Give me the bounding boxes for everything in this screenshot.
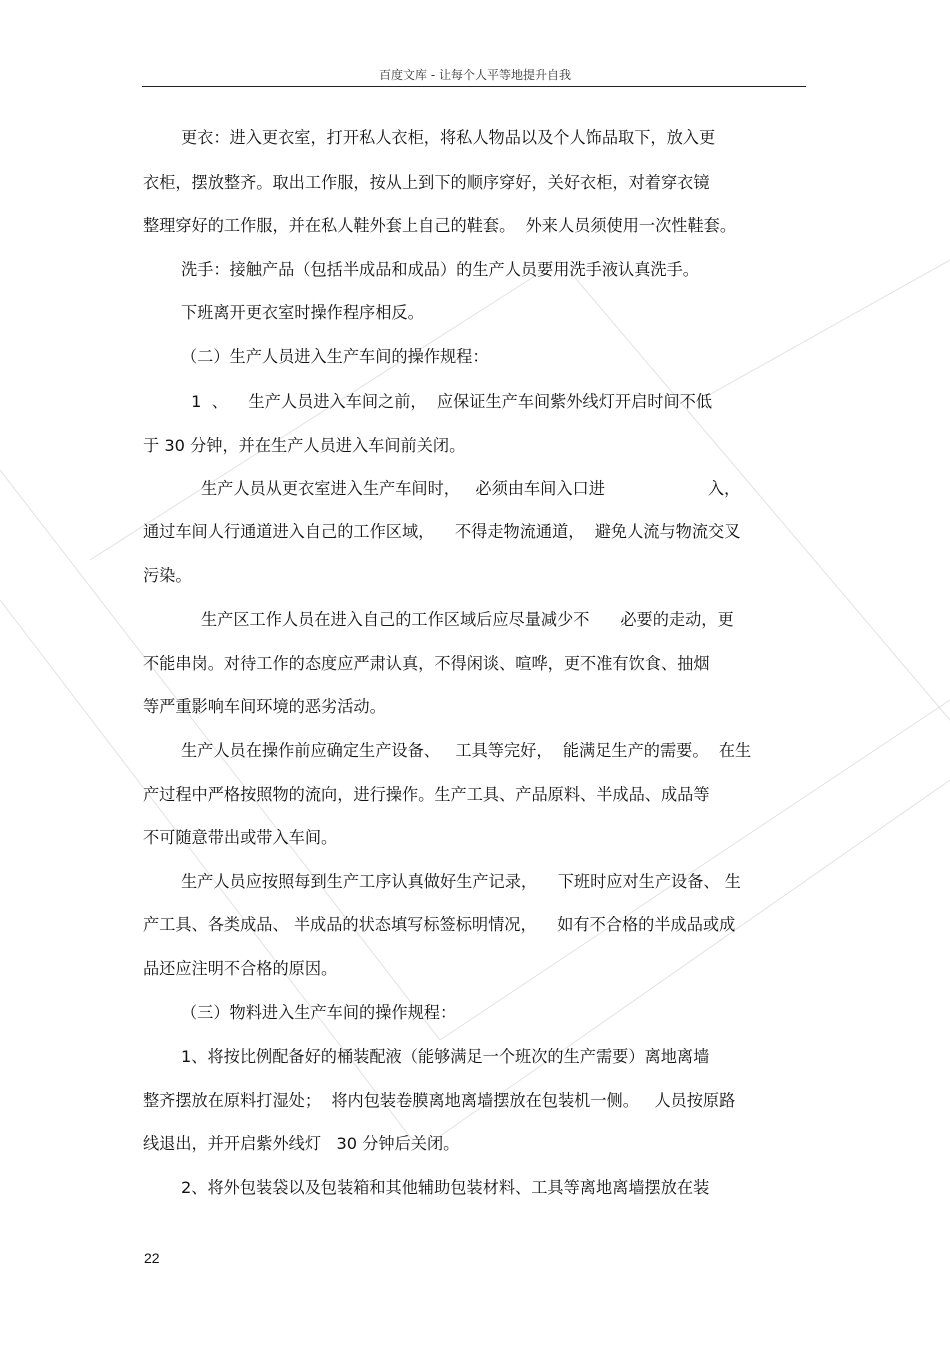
text-line: 1 、 生产人员进入车间之前， 应保证生产车间紫外线灯开启时间不低 — [186, 392, 713, 411]
header-rule — [142, 86, 806, 87]
text-line: 等严重影响车间环境的恶劣活动。 — [143, 697, 386, 716]
text-line: 2、将外包装袋以及包装箱和其他辅助包装材料、工具等离地离墙摆放在装 — [181, 1178, 710, 1197]
text-line: 污染。 — [143, 566, 192, 585]
text-line: 更衣：进入更衣室，打开私人衣柜，将私人物品以及个人饰品取下，放入更 — [181, 128, 716, 147]
page-number: 22 — [144, 1250, 160, 1266]
text-line: 整理穿好的工作服，并在私人鞋外套上自己的鞋套。 外来人员须使用一次性鞋套。 — [143, 216, 737, 235]
text-line: 不可随意带出或带入车间。 — [143, 828, 338, 847]
text-line: （二）生产人员进入生产车间的操作规程： — [181, 347, 489, 366]
text-line: 产过程中严格按照物的流向，进行操作。生产工具、产品原料、半成品、成品等 — [143, 785, 710, 804]
text-line: 于 30 分钟，并在生产人员进入车间前关闭。 — [143, 436, 466, 455]
text-line: 1、将按比例配备好的桶装配液（能够满足一个班次的生产需要）离地离墙 — [181, 1047, 710, 1066]
text-line: 下班离开更衣室时操作程序相反。 — [181, 303, 424, 322]
text-line: （三）物料进入生产车间的操作规程： — [181, 1003, 457, 1022]
text-line: 通过车间人行通道进入自己的工作区域， 不得走物流通道， 避免人流与物流交叉 — [143, 522, 741, 541]
page-header: 百度文库 - 让每个人平等地提升自我 — [379, 68, 571, 82]
text-line: 产工具、各类成品、 半成品的状态填写标签标明情况， 如有不合格的半成品或成 — [143, 915, 736, 934]
text-line: 生产人员从更衣室进入生产车间时， 必须由车间入口进 入， — [201, 479, 741, 498]
text-line: 品还应注明不合格的原因。 — [143, 959, 338, 978]
text-line: 整齐摆放在原料打湿处； 将内包装卷膜离地离墙摆放在包装机一侧。 人员按原路 — [143, 1091, 736, 1110]
text-line: 生产区工作人员在进入自己的工作区域后应尽量减少不 必要的走动，更 — [201, 610, 734, 629]
text-line: 线退出，并开启紫外线灯 30 分钟后关闭。 — [143, 1134, 460, 1153]
text-line: 洗手：接触产品（包括半成品和成品）的生产人员要用洗手液认真洗手。 — [181, 260, 699, 279]
text-line: 不能串岗。对待工作的态度应严肃认真，不得闲谈、喧哗，更不准有饮食、抽烟 — [143, 654, 710, 673]
text-line: 生产人员应按照每到生产工序认真做好生产记录， 下班时应对生产设备、 生 — [181, 872, 741, 891]
text-line: 衣柜，摆放整齐。取出工作服，按从上到下的顺序穿好，关好衣柜，对着穿衣镜 — [143, 173, 710, 192]
text-line: 生产人员在操作前应确定生产设备、 工具等完好， 能满足生产的需要。 在生 — [181, 741, 752, 760]
